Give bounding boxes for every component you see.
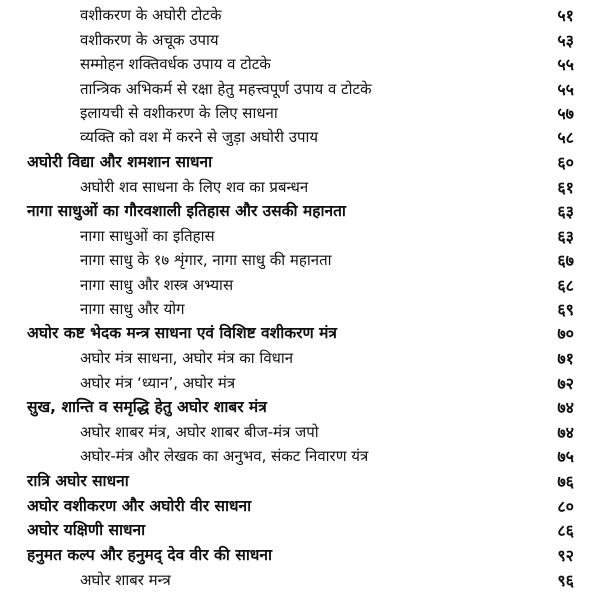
toc-chapter-title: सुख, शान्ति व समृद्धि हेतु अघोर शाबर मंत्र (27, 398, 267, 416)
toc-entry-page: ६३ (557, 227, 574, 246)
toc-entry-title: नागा साधु के १७ शृंगार, नागा साधु की महानता (80, 251, 332, 269)
toc-entry-page: ७५ (557, 447, 574, 466)
toc-entry-page: ५५ (557, 55, 574, 74)
toc-chapter-page: ८० (557, 497, 574, 516)
toc-entry-title: अघोर मंत्र साधना, अघोर मंत्र का विधान (80, 349, 294, 367)
toc-entry (0, 444, 600, 469)
toc-chapter (0, 469, 600, 494)
toc-entry-title: वशीकरण के अचूक उपाय (80, 31, 219, 49)
toc-chapter-title: रात्रि अघोर साधना (27, 472, 129, 490)
toc-entry (0, 346, 600, 371)
toc-entry (0, 52, 600, 77)
toc-entry-title: सम्मोहन शक्तिवर्धक उपाय व टोटके (80, 55, 271, 73)
toc-chapter-title: अघोर वशीकरण और अघोरी वीर साधना (27, 497, 252, 515)
toc-chapter (0, 518, 600, 543)
toc-entry-title: अघोर शाबर मन्त्र (80, 571, 171, 589)
toc-entry-title: वशीकरण के अघोरी टोटके (80, 6, 222, 24)
toc-entry-page: ५८ (557, 128, 574, 147)
toc-entry-title: अघोर-मंत्र और लेखक का अनुभव, संकट निवारण यंत्र (80, 447, 369, 465)
toc-chapter (0, 199, 600, 224)
toc-entry (0, 420, 600, 445)
toc-entry (0, 101, 600, 126)
toc-entry-page: ५३ (557, 31, 574, 50)
toc-entry-page: ७२ (557, 374, 574, 393)
toc-entry (0, 224, 600, 249)
toc-entry-page: ७१ (557, 349, 574, 368)
toc-entry-page: ६१ (557, 178, 574, 197)
toc-chapter-page: ७६ (557, 472, 574, 491)
toc-entry-title: नागा साधु और योग (80, 300, 185, 318)
toc-chapter (0, 494, 600, 519)
toc-entry (0, 77, 600, 102)
toc-chapter-page: ६० (557, 153, 574, 172)
toc-chapter-title: अघोर कष्ट भेदक मन्त्र साधना एवं विशिष्ट वशीकरण मंत्र (27, 324, 337, 342)
toc-chapter-page: ६३ (557, 202, 574, 221)
toc-chapter-page: ८६ (557, 521, 574, 540)
toc-entry (0, 273, 600, 298)
toc-chapter-page: ७४ (557, 398, 574, 417)
toc-entry-page: ६७ (557, 251, 574, 270)
toc-entry-title: अघोर मंत्र ‘ध्यान’, अघोर मंत्र (80, 374, 236, 392)
toc-entry-page: ५५ (557, 80, 574, 99)
toc-chapter-title: अघोरी विद्या और शमशान साधना (27, 153, 213, 171)
toc-entry-title: अघोरी शव साधना के लिए शव का प्रबन्धन (80, 178, 309, 196)
toc-chapter (0, 543, 600, 568)
toc-entry (0, 28, 600, 53)
toc-chapter-title: नागा साधुओं का गौरवशाली इतिहास और उसकी महानता (27, 202, 346, 220)
toc-entry-page: ५१ (557, 6, 574, 25)
toc-entry-page: ९६ (557, 571, 574, 590)
toc-entry-page: ६८ (557, 276, 574, 295)
toc-chapter-page: ७० (557, 324, 574, 343)
toc-chapter (0, 321, 600, 346)
toc-entry (0, 371, 600, 396)
toc-chapter (0, 150, 600, 175)
toc-entry-title: अघोर शाबर मंत्र, अघोर शाबर बीज-मंत्र जपो (80, 423, 319, 441)
toc-entry (0, 297, 600, 322)
toc-entry-title: तान्त्रिक अभिकर्म से रक्षा हेतु महत्त्वपूर्ण उपाय व टोटके (80, 80, 372, 98)
toc-chapter-title: अघोर यक्षिणी साधना (27, 521, 146, 539)
toc-entry-page: ५७ (557, 104, 574, 123)
toc-entry (0, 125, 600, 150)
toc-entry-page: ७४ (557, 423, 574, 442)
toc-entry-title: नागा साधु और शस्त्र अभ्यास (80, 276, 234, 294)
toc-chapter-page: ९२ (557, 546, 574, 565)
toc-chapter-title: हनुमत कल्प और हनुमद् देव वीर की साधना (27, 546, 272, 564)
toc-entry-title: इलायची से वशीकरण के लिए साधना (80, 104, 278, 122)
toc-entry-page: ६९ (557, 300, 574, 319)
toc-entry (0, 175, 600, 200)
toc-entry-title: नागा साधुओं का इतिहास (80, 227, 215, 245)
toc-chapter (0, 395, 600, 420)
toc-entry (0, 3, 600, 28)
toc-entry-title: व्यक्ति को वश में करने से जुड़ा अघोरी उपाय (80, 128, 319, 146)
toc-entry (0, 248, 600, 273)
toc-entry (0, 568, 600, 593)
